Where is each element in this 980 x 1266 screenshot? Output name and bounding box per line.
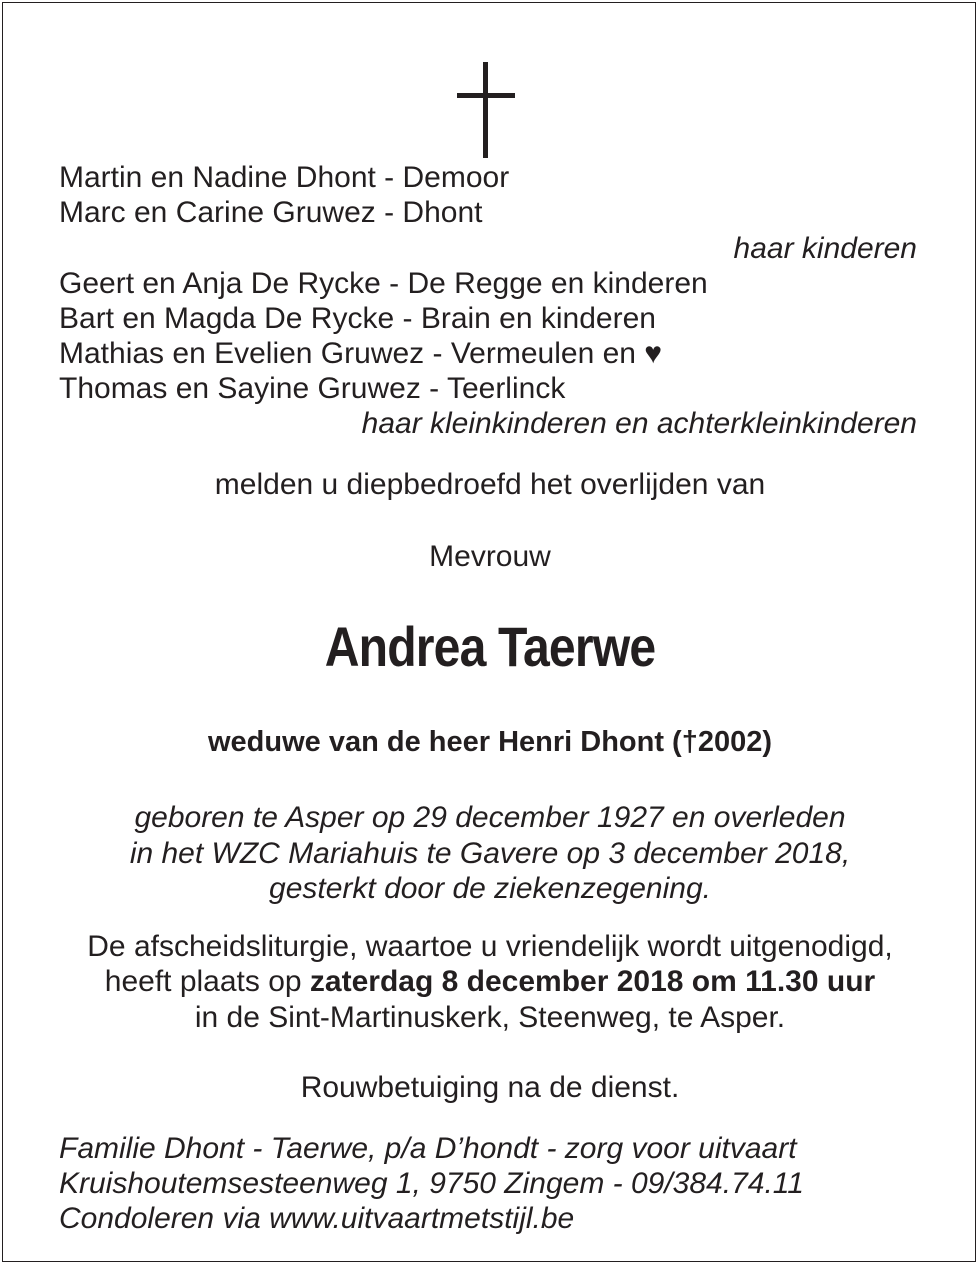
footer-line: Condoleren via www.uitvaartmetstijl.be <box>59 1202 575 1235</box>
salutation: Mevrouw <box>429 540 551 573</box>
footer-line: Kruishoutemsesteenweg 1, 9750 Zingem - 09/384.74.11 <box>59 1167 804 1200</box>
grandchild-line: Mathias en Evelien Gruwez - Vermeulen en ♥ <box>59 337 663 370</box>
child-line: Martin en Nadine Dhont - Demoor <box>59 161 510 194</box>
grandchild-line: Geert en Anja De Rycke - De Regge en kinderen <box>59 267 708 300</box>
child-line: Marc en Carine Gruwez - Dhont <box>59 196 483 229</box>
ceremony-prefix: heeft plaats op <box>104 965 310 998</box>
condolence-note: Rouwbetuiging na de dienst. <box>300 1071 680 1104</box>
grandchild-line: Bart en Magda De Rycke - Brain en kinderen <box>59 302 656 335</box>
announcement: melden u diepbedroefd het overlijden van <box>214 468 766 501</box>
footer-line: Familie Dhont - Taerwe, p/a D’hondt - zorg voor uitvaart <box>59 1132 797 1165</box>
birth-death-line: geboren te Asper op 29 december 1927 en overleden <box>134 801 846 834</box>
children-label: haar kinderen <box>733 232 917 265</box>
grandchild-line: Thomas en Sayine Gruwez - Teerlinck <box>59 372 566 405</box>
grandchildren-label: haar kleinkinderen en achterkleinkinderen <box>361 407 917 440</box>
ceremony-line-2 <box>0 964 980 999</box>
deceased-name: Andrea Taerwe <box>324 615 656 678</box>
ceremony-line-3: in de Sint-Martinuskerk, Steenweg, te Asper. <box>194 1001 786 1034</box>
widow-of: weduwe van de heer Henri Dhont (†2002) <box>207 726 773 758</box>
ceremony-line-1: De afscheidsliturgie, waartoe u vriendelijk wordt uitgenodigd, <box>87 930 893 963</box>
ceremony-datetime: zaterdag 8 december 2018 om 11.30 uur <box>309 965 876 998</box>
birth-death-line: in het WZC Mariahuis te Gavere op 3 december 2018, <box>129 837 851 870</box>
cross-icon <box>457 62 515 158</box>
birth-death-line: gesterkt door de ziekenzegening. <box>269 872 711 905</box>
